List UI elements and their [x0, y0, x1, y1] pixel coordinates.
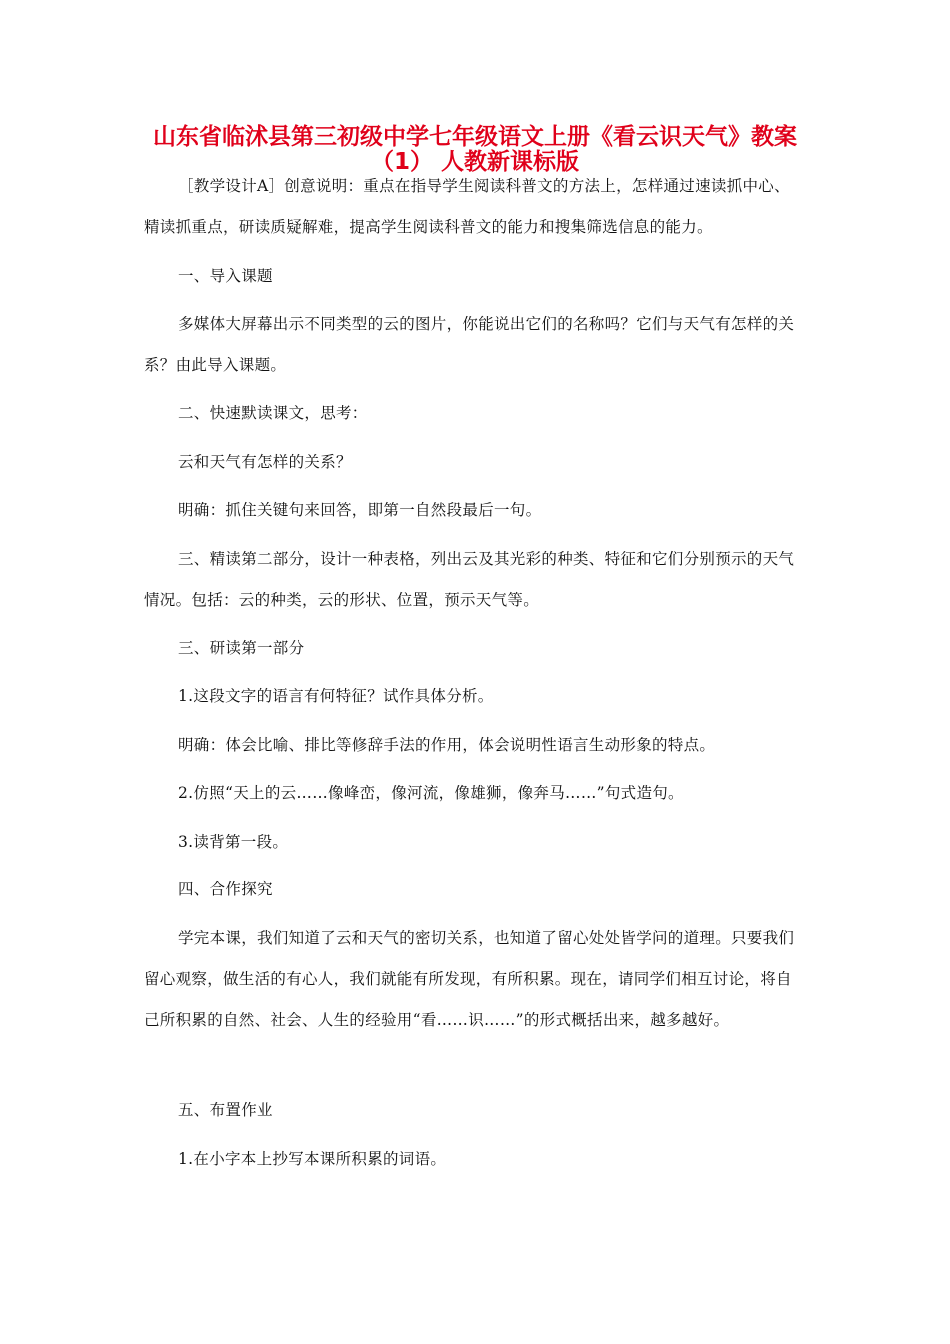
paragraph-answer-2: 明确：体会比喻、排比等修辞手法的作用，体会说明性语言生动形象的特点。	[178, 736, 716, 754]
document-title-line-2: （1） 人教新课标版	[370, 149, 579, 175]
paragraph-intro-topic: 多媒体大屏幕出示不同类型的云的图片，你能说出它们的名称吗？它们与天气有怎样的关系？由此导入课题。	[144, 315, 795, 374]
section-heading-4: 四、合作探究	[178, 880, 273, 898]
section-heading-3: 三、研读第一部分	[178, 639, 305, 657]
paragraph-question: 云和天气有怎样的关系？	[178, 453, 352, 471]
paragraph-design-intro: ［教学设计A］创意说明：重点在指导学生阅读科普文的方法上，怎样通过速读抓中心、精读抓重点，研读质疑解难，提高学生阅读科普文的能力和搜集筛选信息的能力。	[144, 177, 790, 236]
homework-item-1: 1.在小字本上抄写本课所积累的词语。	[178, 1150, 447, 1168]
paragraph-section-3-intensive: 三、精读第二部分，设计一种表格，列出云及其光彩的种类、特征和它们分别预示的天气情况。包括：云的种类，云的形状、位置，预示天气等。	[144, 550, 795, 609]
list-item-1: 1.这段文字的语言有何特征？试作具体分析。	[178, 687, 494, 705]
list-item-2: 2.仿照“天上的云……像峰峦，像河流，像雄狮，像奔马……”句式造句。	[178, 784, 684, 802]
paragraph-answer-1: 明确：抓住关键句来回答，即第一自然段最后一句。	[178, 501, 542, 519]
list-item-3: 3.读背第一段。	[178, 833, 289, 851]
section-heading-2: 二、快速默读课文，思考：	[178, 404, 368, 422]
section-heading-5: 五、布置作业	[178, 1101, 273, 1119]
document-title-line-1: 山东省临沭县第三初级中学七年级语文上册《看云识天气》教案	[153, 124, 797, 150]
section-heading-1: 一、导入课题	[178, 267, 273, 285]
paragraph-cooperative-inquiry: 学完本课，我们知道了云和天气的密切关系，也知道了留心处处皆学问的道理。只要我们留心观察，做生活的有心人，我们就能有所发现，有所积累。现在，请同学们相互讨论，将自己所积累的自然、社会、人生的经验用“看……识……”的形式概括出来，越多越好。	[144, 929, 795, 1029]
